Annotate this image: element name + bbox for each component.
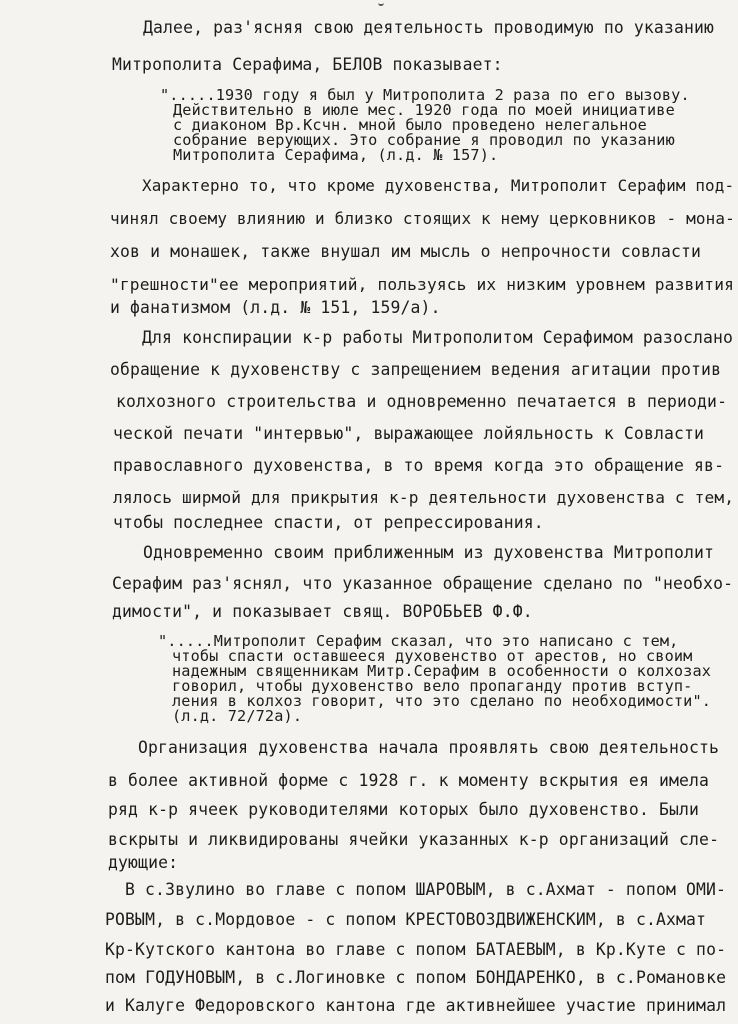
quote-line: чтобы спасти оставшееся духовенство от арестов, но своим: [172, 647, 693, 665]
quote-line: Митрополита Серафима, (л.д. № 157).: [173, 146, 499, 164]
quote-line: с диаконом Вр.Ксчн. мной было проведено нелегальное: [173, 116, 647, 134]
text-line: РОВЫМ, в с.Мордовое - с попом КРЕСТОВОЗДВИЖЕНСКИМ, в с.Ахмат: [105, 910, 707, 929]
text-line: Митрополита Серафима, БЕЛОВ показывает:: [112, 55, 503, 74]
text-line: лялось ширмой для прикрытия к-р деятельности духовенства с тем,: [113, 488, 735, 507]
quote-line: ".....Митрополит Серафим сказал, что это написано с тем,: [158, 632, 679, 650]
text-line: "грешности"ее мероприятий, пользуясь их низким уровнем развития: [110, 275, 735, 294]
text-line: Организация духовенства начала проявлять свою деятельность: [138, 738, 720, 757]
text-line: ряд к-р ячеек руководителями которых было духовенство. Были: [108, 800, 700, 819]
text-line: колхозного строительства и одновременно печатается в периоди-: [116, 392, 728, 411]
text-line: Серафим раз'яснял, что указанное обращение сделано по "необхо-: [112, 574, 734, 593]
text-line: пом ГОДУНОВЫМ, в с.Логиновке с попом БОНДАРЕНКО, в с.Романовке: [105, 968, 727, 987]
page-mark: [378, 0, 384, 6]
text-line: ческой печати "интервью", выражающее лойяльность к Совласти: [113, 424, 705, 443]
text-line: хов и монашек, также внушал им мысль о непрочности совласти: [110, 242, 702, 261]
quote-line: говорил, чтобы духовенство вело пропаганду против вступ-: [172, 677, 693, 695]
text-line: и Калуге Федоровского кантона где активнейшее участие принимал: [105, 996, 727, 1015]
quote-line: Действительно в июле мес. 1920 года по моей инициативе: [173, 101, 675, 119]
text-line: димости", и показывает свящ. ВОРОБЬЕВ Ф.Ф.: [112, 602, 533, 621]
text-line: В с.Звулино во главе с попом ШАРОВЫМ, в с.Ахмат - попом ОМИ-: [125, 880, 727, 899]
text-line: Для конспирации к-р работы Митрополитом Серафимом разослано: [142, 328, 734, 347]
quote-line: надежным священникам Митр.Серафим в особенности о колхозах: [172, 662, 712, 680]
text-line: Далее, раз'ясняя свою деятельность проводимую по указанию: [143, 18, 715, 37]
text-line: обращение к духовенству с запрещением ведения агитации против: [110, 360, 722, 379]
text-line: Характерно то, что кроме духовенства, Митрополит Серафим под-: [142, 176, 735, 195]
text-line: и фанатизмом (л.д. № 151, 159/а).: [110, 298, 441, 317]
text-line: чинял своему влиянию и близко стоящих к нему церковников - мона-: [110, 209, 735, 228]
text-line: вскрыты и ликвидированы ячейки указанных к-р организаций сле-: [108, 830, 720, 849]
text-line: православного духовенства, в то время когда это обращение яв-: [113, 456, 725, 475]
text-line: Кр-Кутского кантона во главе с попом БАТАЕВЫМ, в Кр.Куте с по-: [105, 940, 727, 959]
text-line: дующие:: [108, 853, 179, 872]
text-line: Одновременно своим приближенным из духовенства Митрополит: [143, 543, 715, 562]
quote-line: ".....1930 году я был у Митрополита 2 раза по его вызову.: [160, 86, 690, 104]
quote-line: собрание верующих. Это собрание я проводил по указанию: [173, 131, 675, 149]
text-line: в более активной форме с 1928 г. к моменту вскрытия ея имела: [108, 771, 710, 790]
quote-line: ления в колхоз говорит, что это сделано по необходимости".: [172, 692, 712, 710]
quote-line: (л.д. 72/72а).: [172, 707, 303, 725]
text-line: чтобы последнее спасти, от репрессирования.: [113, 513, 544, 532]
